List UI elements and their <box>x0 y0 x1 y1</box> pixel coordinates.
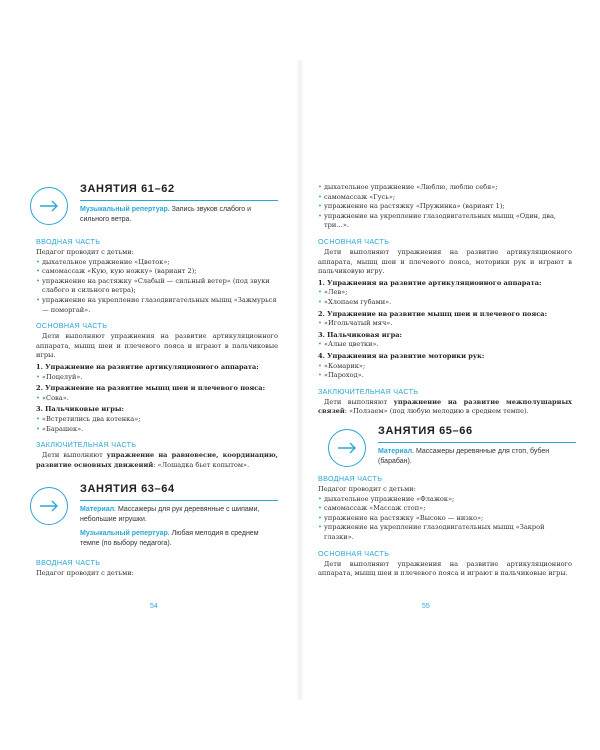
subheading: 3. Пальчиковая игра: <box>318 330 402 339</box>
left-content <box>36 233 278 470</box>
list-item: • упражнение на растяжку «Пружинка» (вариант 1); <box>318 202 572 212</box>
right-content <box>318 183 572 417</box>
main-lead: Дети выполняют упражнения на развитие артикуляционного аппарата, мышц шеи и плечевого пояса и играют в пальчиковые игры. <box>36 332 278 360</box>
list-item: • самомассаж «Кую, кую ножку» (вариант 2); <box>36 267 278 277</box>
section-heading: ЗАКЛЮЧИТЕЛЬНАЯ ЧАСТЬ <box>318 386 419 396</box>
page-number: 54 <box>150 603 158 610</box>
section-heading: ВВОДНАЯ ЧАСТЬ <box>318 474 383 483</box>
intro-lead: Педагог проводит с детьми: <box>318 485 416 493</box>
main-lead: Дети выполняют упражнения на развитие артикуляционного аппарата, мышц шеи и плечевого пояса и играют в пальчиковые игры. <box>318 559 572 578</box>
list-item: • «Встретились два котенка»; <box>36 415 278 425</box>
lesson-header-65-66 <box>328 425 576 467</box>
main-lead: Дети выполняют упражнения на развитие артикуляционного аппарата, мышц шеи и плечевого пояса, моторики рук и играют в пальчиковую игру. <box>318 247 572 276</box>
section-heading: ОСНОВНАЯ ЧАСТЬ <box>318 236 390 246</box>
lesson-title: ЗАНЯТИЯ 65–66 <box>378 425 576 443</box>
lesson-material: Материал. Массажеры деревянные для стоп, бубен (барабан). <box>378 448 550 465</box>
list-item: • дыхательное упражнение «Цветок»; <box>36 258 278 268</box>
intro-lead: Педагог проводит с детьми: <box>36 248 134 256</box>
list-item: • «Хлопаем губами». <box>318 298 572 308</box>
list-item: • упражнение на укрепление глазодвигательных мышц «Один, два, три…». <box>318 212 572 231</box>
section-heading: ОСНОВНАЯ ЧАСТЬ <box>36 321 108 331</box>
arrow-right-icon <box>328 429 366 467</box>
left-content-bottom <box>36 554 278 579</box>
intro-lead: Педагог проводит с детьми: <box>36 569 134 577</box>
list-item: • самомассаж «Массаж стоп»; <box>318 504 572 514</box>
section-heading: ВВОДНАЯ ЧАСТЬ <box>36 237 101 246</box>
lesson-title: ЗАНЯТИЯ 63–64 <box>80 483 278 501</box>
lesson-material: Материал. Массажеры для рук деревянные с шипами, небольшие игрушки. <box>80 506 260 523</box>
section-heading: ВВОДНАЯ ЧАСТЬ <box>36 558 101 567</box>
list-item: • дыхательное упражнение «Флажок»; <box>318 495 572 505</box>
section-heading: ОСНОВНАЯ ЧАСТЬ <box>318 548 390 558</box>
right-content-bottom <box>318 470 572 579</box>
list-item: • самомассаж «Гусь»; <box>318 193 572 203</box>
subheading: 3. Пальчиковые игры: <box>36 405 124 414</box>
list-item: • дыхательное упражнение «Люблю, люблю себя»; <box>318 183 572 193</box>
lesson-music: Музыкальный репертуар. Любая мелодия в среднем темпе (по выбору педагога). <box>80 530 259 547</box>
right-page <box>300 0 600 750</box>
arrow-right-icon <box>30 487 68 525</box>
list-item: • «Лев»; <box>318 288 572 298</box>
subheading: 4. Упражнения на развитие моторики рук: <box>318 351 485 360</box>
subheading: 2. Упражнение на развитие мышц шеи и плечевого пояса: <box>318 309 548 318</box>
list-item: • упражнение на укрепление глазодвигательных мышц «Зажмурься — поморгай». <box>36 296 278 315</box>
final-text: Дети выполняют упражнение на равновесие, координацию, развитие основных движений: «Лошадка бьет копытом». <box>36 451 278 469</box>
subheading: 1. Упражнения на развитие артикуляционного аппарата: <box>318 278 542 287</box>
list-item: • «Пароход». <box>318 371 572 381</box>
list-item: • «Поцелуй». <box>36 373 278 383</box>
list-item: • «Барашек». <box>36 425 278 435</box>
list-item: • упражнение на растяжку «Слабый — сильный ветер» (под звуки слабого и сильного ветра); <box>36 277 278 296</box>
lesson-title: ЗАНЯТИЯ 61–62 <box>80 183 278 201</box>
page-number: 55 <box>422 603 430 610</box>
arrow-right-icon <box>30 187 68 225</box>
list-item: • «Алые цветки». <box>318 340 572 350</box>
list-item: • «Комарик»; <box>318 362 572 372</box>
section-heading: ЗАКЛЮЧИТЕЛЬНАЯ ЧАСТЬ <box>36 440 137 450</box>
lesson-music: Музыкальный репертуар. Запись звуков слабого и сильного ветра. <box>80 206 252 223</box>
subheading: 1. Упражнение на развитие артикуляционного аппарата: <box>36 362 259 371</box>
list-item: • «Сова». <box>36 394 278 404</box>
list-item: • «Игольчатый мяч». <box>318 319 572 329</box>
lesson-header-61-62 <box>30 183 278 225</box>
lesson-header-63-64 <box>30 483 278 549</box>
list-item: • упражнение на растяжку «Высоко — низко»; <box>318 514 572 524</box>
list-item: • упражнение на укрепление глазодвигательных мышц «Закрой глазки». <box>318 523 572 542</box>
subheading: 2. Упражнение на развитие мышц шеи и плечевого пояса: <box>36 384 266 393</box>
final-text: Дети выполняют упражнение на развитие межполушарных связей: «Ползаем» (под любую мелодию в среднем темпе). <box>318 397 572 416</box>
